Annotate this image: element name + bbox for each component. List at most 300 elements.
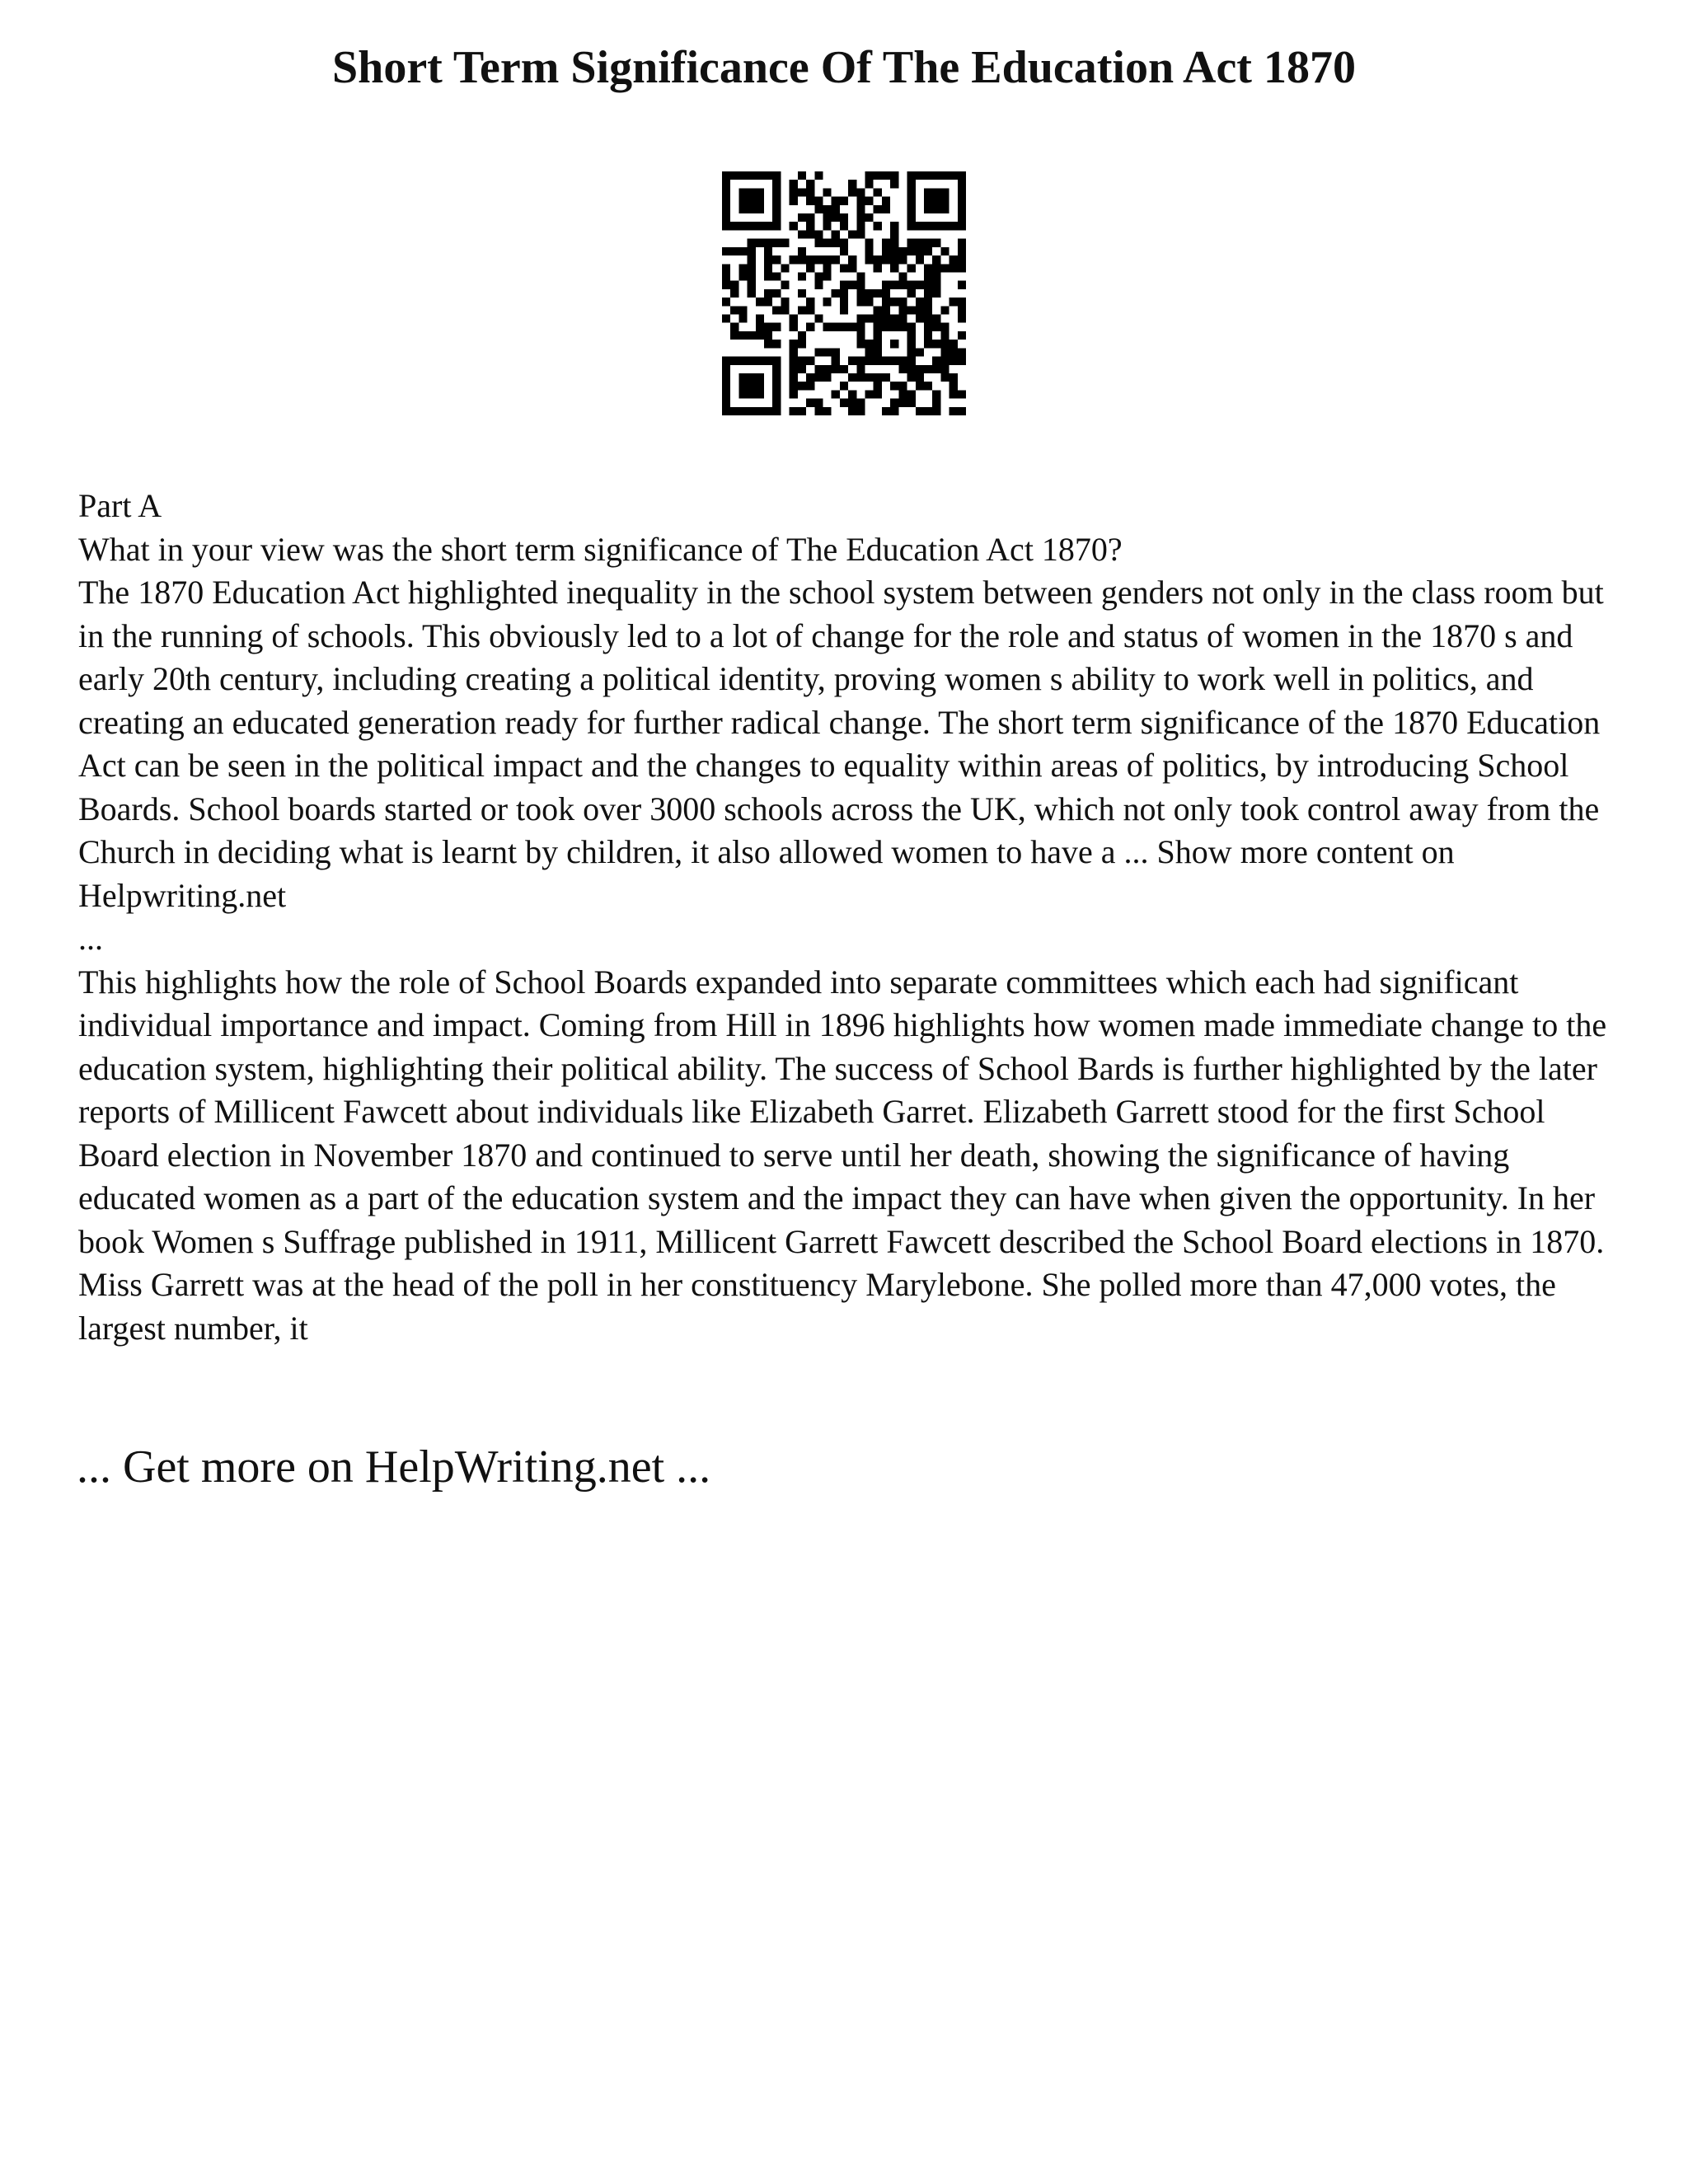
qr-module	[950, 255, 958, 264]
qr-module	[924, 382, 932, 390]
qr-module	[722, 197, 730, 205]
qr-module	[924, 407, 932, 415]
qr-module	[865, 298, 874, 306]
qr-module	[730, 306, 738, 314]
qr-module	[874, 323, 882, 331]
qr-module	[907, 340, 916, 348]
qr-module	[772, 239, 781, 247]
qr-module	[772, 365, 781, 373]
qr-module	[865, 390, 874, 398]
qr-module	[798, 171, 806, 180]
qr-module	[738, 264, 747, 272]
qr-module	[950, 357, 958, 365]
qr-module	[772, 197, 781, 205]
qr-module	[730, 289, 738, 298]
qr-module	[840, 382, 848, 390]
qr-module	[890, 180, 898, 188]
qr-module	[865, 213, 874, 222]
qr-module	[823, 298, 831, 306]
body-paragraph-2: This highlights how the role of School Boards expanded into separate committees which each had significant individual importance and impact. Coming from Hill in 1896 highlights how women made immediate change to the education system, highlighting their political ability. The success of School Bards is further highlighted by the later reports of Millicent Fawcett about individuals like Elizabeth Garret. Elizabeth Garrett stood for the first School Board election in November 1870 and continued to serve until her death, showing the significance of having educated women as a part of the education system and the impact they can have when given the opportunity. In her book Women s Suffrage published in 1911, Millicent Garrett Fawcett described the School Board elections in 1870. Miss Garrett was at the head of the poll in her constituency Marylebone. She polled more than 47,000 votes, the largest number, it	[78, 963, 1607, 1347]
qr-module	[940, 306, 949, 314]
qr-module	[890, 298, 898, 306]
qr-module	[748, 289, 756, 298]
qr-module	[932, 315, 940, 323]
qr-module	[806, 323, 814, 331]
qr-module	[772, 306, 781, 314]
qr-module	[814, 315, 823, 323]
qr-module	[958, 180, 966, 188]
qr-module	[856, 407, 865, 415]
qr-module	[865, 180, 874, 188]
qr-module	[748, 222, 756, 230]
qr-module	[823, 272, 831, 280]
qr-module	[874, 255, 882, 264]
qr-module	[722, 399, 730, 407]
qr-module	[856, 272, 865, 280]
qr-module	[806, 382, 814, 390]
qr-module	[874, 331, 882, 340]
qr-module	[890, 281, 898, 289]
qr-module	[730, 171, 738, 180]
qr-module	[722, 180, 730, 188]
qr-module	[856, 230, 865, 238]
qr-module	[806, 255, 814, 264]
qr-module	[772, 171, 781, 180]
qr-module	[882, 323, 890, 331]
qr-module	[832, 230, 840, 238]
qr-module	[840, 264, 848, 272]
qr-module	[832, 357, 840, 365]
qr-module	[932, 205, 940, 213]
qr-module	[916, 222, 924, 230]
qr-module	[898, 382, 907, 390]
qr-module	[814, 281, 823, 289]
qr-module	[790, 188, 798, 196]
qr-module	[764, 171, 772, 180]
qr-module	[772, 407, 781, 415]
qr-module	[890, 239, 898, 247]
qr-module	[738, 272, 747, 280]
qr-module	[924, 281, 932, 289]
qr-module	[874, 373, 882, 382]
qr-module	[958, 348, 966, 356]
qr-module	[882, 289, 890, 298]
qr-module	[798, 213, 806, 222]
qr-module	[898, 247, 907, 255]
qr-module	[874, 382, 882, 390]
qr-module	[832, 348, 840, 356]
qr-module	[882, 255, 890, 264]
qr-module	[790, 382, 798, 390]
qr-module	[856, 289, 865, 298]
qr-module	[781, 306, 789, 314]
qr-module	[764, 340, 772, 348]
qr-module	[840, 289, 848, 298]
qr-module	[932, 407, 940, 415]
qr-module	[916, 382, 924, 390]
qr-module	[950, 222, 958, 230]
qr-module	[823, 264, 831, 272]
qr-module	[907, 213, 916, 222]
qr-module	[756, 298, 764, 306]
qr-module	[950, 348, 958, 356]
qr-module	[890, 407, 898, 415]
qr-module	[722, 315, 730, 323]
qr-module	[932, 255, 940, 264]
qr-code-graphic	[722, 171, 966, 415]
qr-module	[722, 365, 730, 373]
qr-module	[806, 197, 814, 205]
qr-module	[772, 289, 781, 298]
qr-module	[772, 399, 781, 407]
qr-module	[916, 407, 924, 415]
qr-module	[748, 197, 756, 205]
qr-module	[932, 188, 940, 196]
qr-module	[924, 365, 932, 373]
qr-module	[756, 373, 764, 382]
qr-module	[924, 171, 932, 180]
qr-module	[756, 357, 764, 365]
qr-module	[748, 281, 756, 289]
qr-module	[874, 348, 882, 356]
qr-module	[940, 205, 949, 213]
qr-module	[882, 171, 890, 180]
qr-module	[898, 255, 907, 264]
qr-module	[730, 323, 738, 331]
qr-module	[958, 298, 966, 306]
qr-module	[722, 188, 730, 196]
qr-module	[907, 281, 916, 289]
qr-module	[798, 407, 806, 415]
qr-module	[748, 272, 756, 280]
qr-module	[940, 247, 949, 255]
qr-module	[738, 407, 747, 415]
qr-module	[840, 222, 848, 230]
qr-module	[748, 382, 756, 390]
qr-module	[890, 247, 898, 255]
qr-module	[874, 264, 882, 272]
qr-module	[790, 340, 798, 348]
qr-module	[907, 171, 916, 180]
qr-module	[840, 239, 848, 247]
qr-module	[730, 357, 738, 365]
qr-module	[924, 306, 932, 314]
qr-module	[958, 222, 966, 230]
qr-module	[722, 247, 730, 255]
qr-module	[940, 188, 949, 196]
qr-module	[798, 230, 806, 238]
qr-module	[764, 264, 772, 272]
qr-module	[916, 348, 924, 356]
qr-module	[722, 390, 730, 398]
qr-module	[916, 298, 924, 306]
qr-module	[940, 340, 949, 348]
qr-module	[848, 373, 856, 382]
qr-module	[890, 323, 898, 331]
qr-module	[950, 298, 958, 306]
qr-module	[898, 399, 907, 407]
qr-module	[848, 323, 856, 331]
qr-module	[916, 365, 924, 373]
qr-module	[940, 197, 949, 205]
qr-module	[856, 323, 865, 331]
qr-module	[856, 340, 865, 348]
qr-module	[772, 323, 781, 331]
qr-module	[865, 171, 874, 180]
qr-module	[950, 407, 958, 415]
qr-module	[772, 213, 781, 222]
qr-module	[764, 289, 772, 298]
qr-module	[958, 205, 966, 213]
qr-module	[932, 171, 940, 180]
qr-module	[814, 272, 823, 280]
qr-module	[730, 407, 738, 415]
get-more-link[interactable]: ... Get more on HelpWriting.net ...	[77, 1441, 711, 1493]
qr-module	[950, 373, 958, 382]
qr-module	[940, 357, 949, 365]
qr-module	[932, 357, 940, 365]
qr-module	[848, 264, 856, 272]
qr-module	[882, 306, 890, 314]
qr-module	[738, 247, 747, 255]
qr-module	[748, 188, 756, 196]
qr-module	[806, 230, 814, 238]
qr-module	[940, 331, 949, 340]
qr-module	[958, 255, 966, 264]
qr-module	[781, 264, 789, 272]
qr-module	[856, 365, 865, 373]
qr-module	[907, 357, 916, 365]
qr-module	[722, 281, 730, 289]
qr-module	[756, 188, 764, 196]
qr-module	[856, 399, 865, 407]
qr-module	[814, 399, 823, 407]
qr-module	[738, 188, 747, 196]
qr-module	[748, 331, 756, 340]
qr-module	[932, 197, 940, 205]
qr-module	[814, 348, 823, 356]
qr-module	[932, 222, 940, 230]
qr-module	[798, 188, 806, 196]
qr-module	[764, 331, 772, 340]
qr-module	[722, 213, 730, 222]
qr-module	[924, 298, 932, 306]
qr-module	[772, 255, 781, 264]
qr-module	[781, 281, 789, 289]
qr-module	[798, 331, 806, 340]
qr-module	[798, 306, 806, 314]
qr-module	[907, 180, 916, 188]
qr-module	[856, 213, 865, 222]
qr-module	[722, 222, 730, 230]
qr-module	[823, 255, 831, 264]
qr-module	[874, 357, 882, 365]
qr-module	[790, 197, 798, 205]
qr-module	[790, 390, 798, 398]
qr-module	[790, 222, 798, 230]
qr-module	[940, 264, 949, 272]
qr-module	[814, 255, 823, 264]
qr-module	[865, 239, 874, 247]
qr-module	[924, 205, 932, 213]
qr-module	[924, 323, 932, 331]
qr-module	[806, 357, 814, 365]
qr-module	[958, 188, 966, 196]
qr-module	[924, 222, 932, 230]
qr-module	[865, 357, 874, 365]
qr-module	[924, 289, 932, 298]
qr-module	[730, 222, 738, 230]
qr-module	[722, 298, 730, 306]
qr-module	[806, 222, 814, 230]
qr-module	[874, 306, 882, 314]
qr-module	[806, 180, 814, 188]
qr-module	[874, 315, 882, 323]
qr-module	[756, 323, 764, 331]
qr-module	[722, 382, 730, 390]
qr-module	[890, 382, 898, 390]
qr-module	[806, 213, 814, 222]
question-text: What in your view was the short term significance of The Education Act 1870?	[78, 530, 1123, 568]
qr-module	[916, 315, 924, 323]
qr-module	[940, 365, 949, 373]
qr-module	[950, 340, 958, 348]
qr-module	[832, 323, 840, 331]
qr-module	[882, 197, 890, 205]
qr-module	[924, 247, 932, 255]
qr-module	[958, 407, 966, 415]
qr-module	[924, 331, 932, 340]
qr-module	[806, 306, 814, 314]
qr-module	[932, 340, 940, 348]
qr-module	[798, 289, 806, 298]
qr-module	[764, 222, 772, 230]
qr-module	[790, 357, 798, 365]
qr-module	[907, 373, 916, 382]
qr-module	[764, 239, 772, 247]
qr-module	[958, 213, 966, 222]
qr-module	[798, 382, 806, 390]
qr-module	[832, 365, 840, 373]
qr-module	[748, 407, 756, 415]
qr-module	[907, 247, 916, 255]
qr-module	[840, 213, 848, 222]
qr-module	[814, 407, 823, 415]
qr-module	[738, 357, 747, 365]
qr-module	[940, 323, 949, 331]
qr-module	[756, 222, 764, 230]
qr-module	[932, 365, 940, 373]
qr-module	[907, 205, 916, 213]
qr-module	[958, 264, 966, 272]
qr-module	[756, 331, 764, 340]
qr-module	[932, 390, 940, 398]
qr-module	[756, 239, 764, 247]
qr-module	[848, 230, 856, 238]
qr-module	[940, 222, 949, 230]
qr-module	[756, 407, 764, 415]
qr-module	[848, 281, 856, 289]
qr-module	[874, 390, 882, 398]
qr-module	[722, 205, 730, 213]
qr-module	[840, 197, 848, 205]
qr-module	[890, 230, 898, 238]
qr-module	[823, 188, 831, 196]
qr-module	[958, 281, 966, 289]
qr-module	[798, 272, 806, 280]
qr-module	[748, 357, 756, 365]
qr-module	[865, 289, 874, 298]
qr-module	[856, 281, 865, 289]
qr-module	[738, 197, 747, 205]
qr-module	[814, 197, 823, 205]
qr-module	[730, 247, 738, 255]
qr-module	[764, 407, 772, 415]
qr-module	[738, 382, 747, 390]
qr-module	[890, 255, 898, 264]
qr-module	[898, 390, 907, 398]
qr-module	[840, 298, 848, 306]
qr-module	[756, 382, 764, 390]
qr-module	[848, 180, 856, 188]
qr-module	[814, 171, 823, 180]
qr-module	[814, 365, 823, 373]
qr-module	[764, 357, 772, 365]
qr-module	[856, 188, 865, 196]
qr-module	[806, 188, 814, 196]
qr-module	[814, 230, 823, 238]
qr-module	[940, 171, 949, 180]
qr-module	[932, 281, 940, 289]
part-label: Part A	[78, 487, 162, 524]
qr-module	[950, 171, 958, 180]
qr-module	[730, 281, 738, 289]
qr-module	[738, 373, 747, 382]
qr-module	[958, 306, 966, 314]
qr-module	[856, 357, 865, 365]
qr-module	[722, 171, 730, 180]
qr-module	[907, 348, 916, 356]
qr-module	[772, 205, 781, 213]
qr-module	[907, 197, 916, 205]
qr-module	[823, 323, 831, 331]
qr-module	[756, 315, 764, 323]
qr-module	[856, 373, 865, 382]
qr-module	[764, 247, 772, 255]
qr-module	[865, 348, 874, 356]
qr-module	[722, 407, 730, 415]
qr-module	[738, 315, 747, 323]
qr-module	[790, 255, 798, 264]
qr-module	[890, 315, 898, 323]
qr-module	[950, 264, 958, 272]
qr-module	[748, 205, 756, 213]
qr-module	[924, 340, 932, 348]
qr-module	[958, 197, 966, 205]
qr-module	[865, 255, 874, 264]
qr-module	[722, 264, 730, 272]
qr-module	[856, 315, 865, 323]
qr-module	[907, 399, 916, 407]
ellipsis-line: ...	[78, 920, 103, 957]
qr-module	[874, 171, 882, 180]
qr-module	[823, 239, 831, 247]
qr-module	[916, 281, 924, 289]
qr-module	[772, 188, 781, 196]
qr-module	[882, 373, 890, 382]
qr-module	[832, 239, 840, 247]
qr-module	[882, 407, 890, 415]
